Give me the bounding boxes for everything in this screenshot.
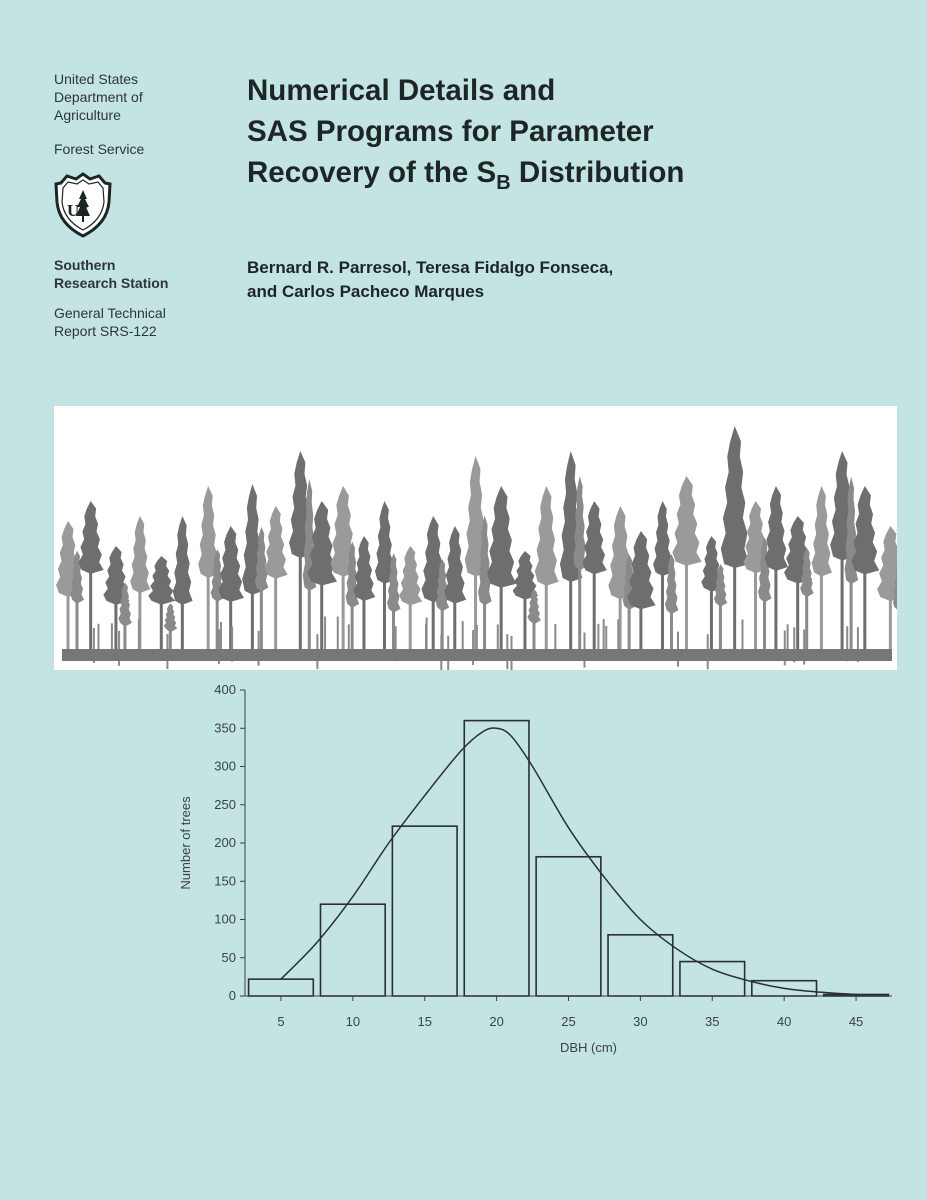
station-name	[54, 256, 214, 292]
usda-forest-service-shield-icon	[54, 172, 112, 238]
tree	[164, 603, 177, 649]
tree	[79, 501, 104, 649]
agency-line: Agriculture	[54, 107, 121, 123]
report-number	[54, 304, 214, 340]
x-axis-ticks	[277, 996, 863, 1029]
tree	[130, 516, 150, 649]
y-tick-label: 200	[214, 835, 236, 850]
title-line-3-end: Distribution	[510, 156, 685, 189]
x-tick-label: 20	[489, 1014, 504, 1029]
title-line-1: Numerical Details and	[247, 74, 556, 107]
forest-stand-illustration	[54, 406, 897, 670]
histogram-bar	[249, 979, 314, 996]
y-tick-label: 350	[214, 720, 236, 736]
station-line: Southern	[54, 257, 116, 273]
x-tick-label: 35	[705, 1014, 720, 1029]
sapling	[324, 616, 326, 651]
authors-line-2: and Carlos Pacheco Marques	[247, 282, 485, 301]
report-line: Report SRS-122	[54, 323, 157, 339]
tree-group	[56, 426, 897, 670]
tree	[399, 546, 422, 649]
x-axis-label: DBH (cm)	[559, 1040, 618, 1055]
x-tick-label: 30	[633, 1014, 648, 1029]
agency-column	[54, 70, 214, 340]
histogram-bar	[392, 826, 457, 996]
service-name: Forest Service	[54, 141, 145, 157]
tree	[353, 536, 375, 649]
title-line-2: SAS Programs for Parameter	[247, 115, 654, 148]
y-tick-label: 50	[221, 949, 236, 965]
dbh-histogram-chart	[150, 680, 910, 1065]
histogram-bar	[608, 935, 673, 996]
sapling	[426, 618, 428, 653]
sapling	[603, 619, 605, 654]
tree	[812, 486, 832, 649]
ground-strip	[62, 649, 892, 661]
agency-line: United States	[54, 71, 139, 87]
x-tick-label: 5	[277, 1014, 285, 1029]
y-tick-label: 400	[214, 682, 236, 697]
y-axis-ticks	[214, 682, 245, 1003]
x-tick-label: 10	[345, 1014, 361, 1029]
tree	[721, 426, 750, 649]
station-line: Research Station	[54, 275, 169, 291]
histogram-bar	[320, 904, 385, 996]
title-line-3-text: Recovery of the S	[247, 156, 497, 189]
authors	[247, 256, 847, 304]
logo-letter-u: US	[67, 201, 89, 220]
report-line: General Technical	[54, 305, 166, 321]
tree	[877, 526, 897, 649]
x-tick-label: 40	[776, 1014, 792, 1029]
y-axis-label: Number of trees	[178, 796, 193, 890]
y-tick-label: 100	[214, 911, 236, 927]
y-tick-label: 0	[228, 988, 236, 1003]
histogram-bar	[464, 721, 529, 996]
x-tick-label: 15	[417, 1014, 432, 1029]
tree	[672, 476, 701, 649]
authors-line-1: Bernard R. Parresol, Teresa Fidalgo Fonseca,	[247, 258, 614, 277]
tree	[851, 486, 879, 649]
y-tick-label: 300	[214, 758, 236, 774]
tree	[265, 506, 288, 649]
chart-svg	[150, 680, 910, 1060]
x-tick-label: 25	[561, 1014, 576, 1029]
histogram-bar	[680, 962, 745, 996]
forest-illustration-graphic	[54, 406, 897, 670]
tree	[627, 531, 655, 649]
x-tick-label: 45	[848, 1014, 864, 1029]
sapling	[337, 617, 339, 652]
histogram-bar	[536, 857, 601, 996]
y-tick-label: 150	[214, 873, 236, 889]
document-title	[247, 70, 887, 204]
tree	[487, 486, 516, 649]
agency-name	[54, 70, 214, 124]
y-tick-label: 250	[214, 796, 236, 812]
title-subscript: B	[496, 172, 511, 194]
agency-line: Department of	[54, 89, 143, 105]
title-line-3	[247, 156, 685, 194]
histogram-bars	[249, 721, 889, 996]
